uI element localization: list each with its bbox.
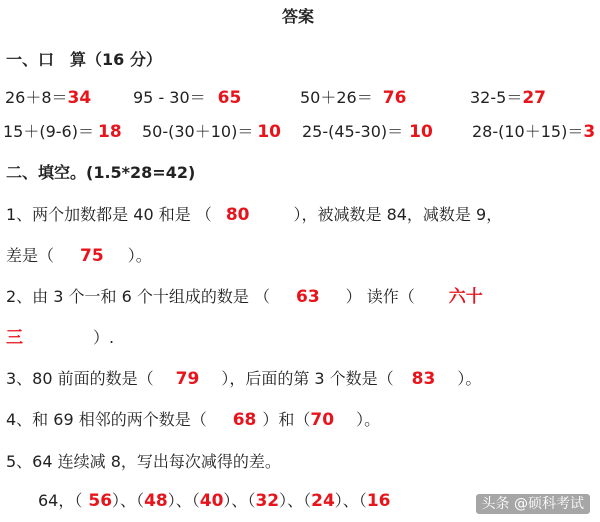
question-text: 2、由 3 个一和 6 个十组成的数是 （	[6, 287, 270, 306]
answer-difference: 75	[80, 246, 104, 266]
difference-3: 40	[199, 491, 224, 511]
question-text: ） 读作（	[345, 287, 415, 306]
answer-reading-part1: 六十	[448, 287, 483, 307]
calc-answer: 76	[382, 88, 407, 108]
answer-number: 63	[295, 287, 320, 307]
calc-answer: 10	[409, 122, 433, 142]
sequence-start: 64，（	[38, 491, 83, 510]
calc-expr: 95 - 30＝	[133, 88, 206, 107]
calc-2-2	[142, 124, 281, 141]
question-text: ）。	[127, 246, 152, 265]
section1-heading: 一、口 算（16 分）	[6, 50, 162, 69]
calc-2-4	[472, 124, 595, 141]
calc-expr: 50＋26＝	[300, 88, 373, 107]
calc-expr: 50-(30＋10)＝	[142, 122, 254, 141]
question-text: 1、两个加数都是 40 和是 （	[6, 205, 212, 224]
difference-6: 16	[366, 491, 391, 511]
question-text: 4、和 69 相邻的两个数是（	[6, 410, 207, 429]
question-text: ）。	[356, 410, 381, 429]
answer-previous: 79	[175, 369, 200, 389]
question-text: ），后面的第 3 个数是（	[221, 369, 394, 388]
page-title: 答案	[282, 7, 315, 26]
calc-expr: 32-5＝	[470, 88, 523, 107]
calc-answer: 10	[257, 122, 282, 142]
difference-1: 56	[88, 491, 113, 511]
separator: ）、（	[223, 491, 256, 510]
calc-answer: 3	[583, 122, 596, 142]
section2-heading: 二、填空。(1.5*28=42)	[6, 163, 196, 182]
calc-answer: 18	[97, 122, 122, 142]
calc-answer: 65	[217, 88, 242, 108]
question-text: ）.	[93, 328, 115, 347]
question-5-answers	[38, 493, 390, 510]
calc-answer: 27	[522, 88, 546, 108]
question-text: ）。	[457, 369, 482, 388]
separator: ）、（	[334, 491, 367, 510]
difference-5: 24	[311, 491, 335, 511]
question-4	[6, 412, 380, 429]
question-2-line1	[6, 289, 483, 306]
question-1-line1	[6, 207, 502, 224]
difference-4: 32	[255, 491, 280, 511]
answer-reading-part2: 三	[6, 328, 23, 348]
calc-1-1	[5, 90, 91, 107]
calc-expr: 15＋(9-6)＝	[3, 122, 94, 141]
difference-2: 48	[144, 491, 168, 511]
separator: ）、（	[167, 491, 200, 510]
calc-expr: 25-(45-30)＝	[302, 122, 404, 141]
calc-1-2	[133, 90, 241, 107]
calc-expr: 28-(10＋15)＝	[472, 122, 584, 141]
question-5: 5、64 连续减 8，写出每次减得的差。	[6, 452, 281, 471]
answer-neighbor-1: 68	[232, 410, 257, 430]
question-1-line2	[6, 248, 152, 265]
calc-answer: 34	[67, 88, 92, 108]
answer-third-after: 83	[411, 369, 436, 389]
answer-neighbor-2: 70	[310, 410, 335, 430]
question-3	[6, 371, 481, 388]
question-2-line2	[6, 330, 114, 347]
calc-2-3	[302, 124, 433, 141]
question-text: ），被减数是 84，减数是 9，	[293, 205, 503, 224]
question-text: 差是（	[6, 246, 55, 265]
separator: ）、（	[279, 491, 312, 510]
answer-sum: 80	[225, 205, 250, 225]
calc-expr: 26＋8＝	[5, 88, 68, 107]
calc-1-3	[300, 90, 406, 107]
question-text: ）和（	[262, 410, 311, 429]
watermark: 头条 @硕科考试	[476, 494, 590, 514]
separator: ）、（	[112, 491, 145, 510]
question-text: 3、80 前面的数是（	[6, 369, 154, 388]
calc-1-4	[470, 90, 546, 107]
calc-2-1	[3, 124, 122, 141]
